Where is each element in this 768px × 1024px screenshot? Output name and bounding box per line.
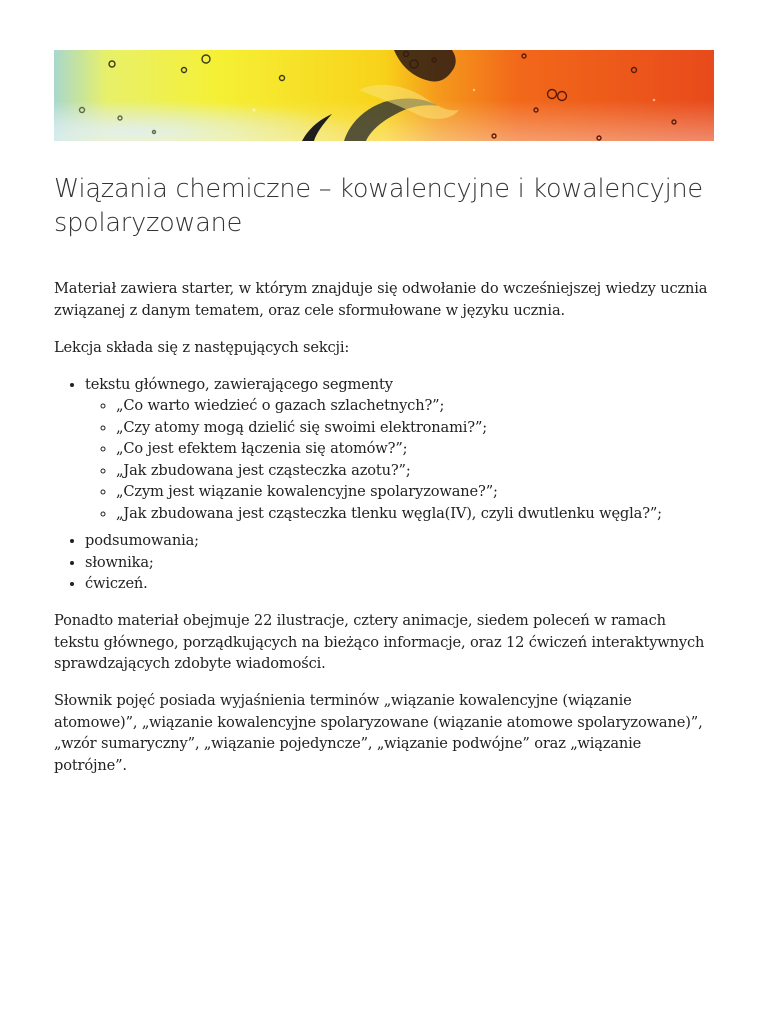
header-banner-image <box>54 50 714 141</box>
list-item: • słownika; <box>85 552 714 574</box>
segment-item: ◦ „Co warto wiedzieć o gazach szlachetnych?”; <box>116 395 714 417</box>
sections-intro-paragraph: Lekcja składa się z następujących sekcji: <box>54 338 350 356</box>
segment-item: ◦ „Jak zbudowana jest cząsteczka tlenku węgla(IV), czyli dwutlenku węgla?”; <box>116 503 714 525</box>
segment-item: ◦ „Jak zbudowana jest cząsteczka azotu?”; <box>116 460 714 482</box>
list-item: • ćwiczeń. <box>85 573 714 595</box>
segment-item: ◦ „Czym jest wiązanie kowalencyjne spolaryzowane?”; <box>116 481 714 503</box>
document-content <box>54 172 714 792</box>
segment-item: ◦ „Czy atomy mogą dzielić się swoimi elektronami?”; <box>116 417 714 439</box>
list-item-main-text <box>85 374 714 525</box>
list-item: • podsumowania; <box>85 530 714 552</box>
materials-paragraph: Ponadto materiał obejmuje 22 ilustracje, cztery animacje, siedem poleceń w ramach tekstu głównego, porządkujących na bieżąco informacje, oraz 12 ćwiczeń interaktywnych sprawdzających zdobyte wiadomości. <box>54 612 705 672</box>
list-item-label: tekstu głównego, zawierającego segmenty <box>85 375 393 393</box>
sections-list <box>54 374 714 525</box>
other-sections-list <box>54 530 714 595</box>
page-title: Wiązania chemiczne – kowalencyjne i kowalencyjne spolaryzowane <box>54 174 703 238</box>
banner-graphic <box>54 50 714 141</box>
segments-list <box>85 395 714 524</box>
segment-item: ◦ „Co jest efektem łączenia się atomów?”; <box>116 438 714 460</box>
glossary-paragraph: Słownik pojęć posiada wyjaśnienia terminów „wiązanie kowalencyjne (wiązanie atomowe)”, „wiązanie kowalencyjne spolaryzowane (wiązanie atomowe spolaryzowane)”, „wzór sumaryczny”, „wiązanie pojedyncze”, „wiązanie podwójne” oraz „wiązanie potrójne”. <box>54 692 703 774</box>
intro-paragraph: Materiał zawiera starter, w którym znajduje się odwołanie do wcześniejszej wiedzy ucznia związanej z danym tematem, oraz cele sformułowane w języku ucznia. <box>54 280 708 319</box>
